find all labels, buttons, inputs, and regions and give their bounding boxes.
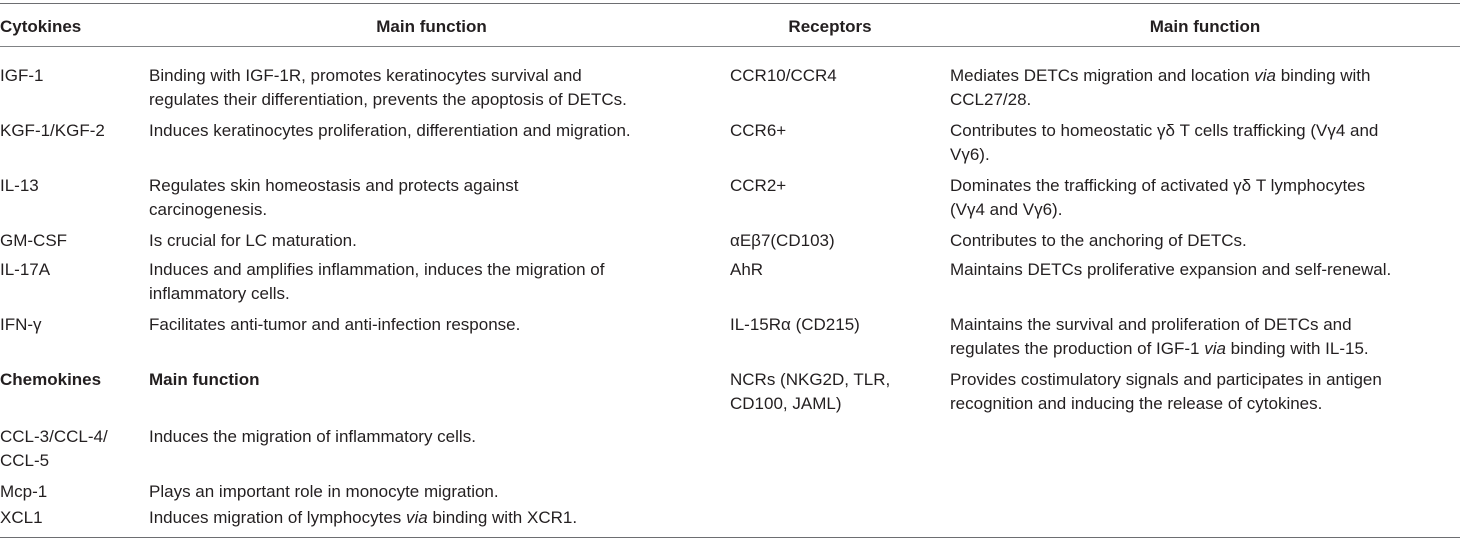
- chemokine-function: Induces migration of lymphocytes via binding with XCR1.: [149, 508, 578, 527]
- header-main-function-2: Main function: [1149, 17, 1261, 36]
- receptor-function: Maintains the survival and proliferation of DETCs and regulates the production of IGF-1 via binding with IL-15.: [950, 315, 1369, 358]
- receptor-function: Mediates DETCs migration and location via binding with CCL27/28.: [950, 66, 1371, 109]
- cytokine-function: Facilitates anti-tumor and anti-infection response.: [149, 315, 521, 334]
- receptor-name: αEβ7(CD103): [730, 231, 835, 250]
- table-header-rule: [0, 46, 1460, 47]
- receptor-function: Provides costimulatory signals and participates in antigen recognition and inducing the release of cytokines.: [950, 370, 1382, 413]
- cytokine-name: IL-13: [0, 176, 39, 195]
- cytokine-name: GM-CSF: [0, 231, 68, 250]
- cytokine-function: Binding with IGF-1R, promotes keratinocytes survival and regulates their differentiation, prevents the apoptosis of DETCs.: [149, 66, 627, 109]
- cytokine-function: Regulates skin homeostasis and protects against carcinogenesis.: [149, 176, 519, 219]
- receptor-function: Contributes to homeostatic γδ T cells trafficking (Vγ4 and Vγ6).: [950, 121, 1379, 164]
- receptor-name: CCR6+: [730, 121, 787, 140]
- header-receptors: Receptors: [788, 17, 872, 36]
- chemokines-header: Chemokines: [0, 370, 102, 389]
- header-cytokines: Cytokines: [0, 17, 82, 36]
- chemokines-main-function-header: Main function: [149, 370, 260, 389]
- chemokine-name: CCL-3/CCL-4/ CCL-5: [0, 427, 108, 470]
- chemokine-function: Plays an important role in monocyte migration.: [149, 482, 499, 501]
- chemokine-name: Mcp-1: [0, 482, 48, 501]
- table-top-rule: [0, 3, 1460, 4]
- table-bottom-rule: [0, 537, 1460, 538]
- receptor-name: NCRs (NKG2D, TLR, CD100, JAML): [730, 370, 891, 413]
- cytokine-function: Induces and amplifies inflammation, induces the migration of inflammatory cells.: [149, 260, 605, 303]
- receptor-name: IL-15Rα (CD215): [730, 315, 860, 334]
- cytokine-name: IFN-γ: [0, 315, 42, 334]
- receptor-function: Maintains DETCs proliferative expansion and self-renewal.: [950, 260, 1392, 279]
- receptor-name: CCR10/CCR4: [730, 66, 837, 85]
- chemokine-name: XCL1: [0, 508, 43, 527]
- cytokine-name: IL-17A: [0, 260, 51, 279]
- header-main-function-1: Main function: [376, 17, 487, 36]
- chemokine-function: Induces the migration of inflammatory cells.: [149, 427, 476, 446]
- receptor-function: Dominates the trafficking of activated γδ T lymphocytes (Vγ4 and Vγ6).: [950, 176, 1366, 219]
- cytokine-function: Is crucial for LC maturation.: [149, 231, 357, 250]
- cytokine-name: IGF-1: [0, 66, 44, 85]
- receptor-function: Contributes to the anchoring of DETCs.: [950, 231, 1247, 250]
- receptor-name: AhR: [730, 260, 764, 279]
- cytokine-function: Induces keratinocytes proliferation, differentiation and migration.: [149, 121, 631, 140]
- cytokine-name: KGF-1/KGF-2: [0, 121, 105, 140]
- receptor-name: CCR2+: [730, 176, 787, 195]
